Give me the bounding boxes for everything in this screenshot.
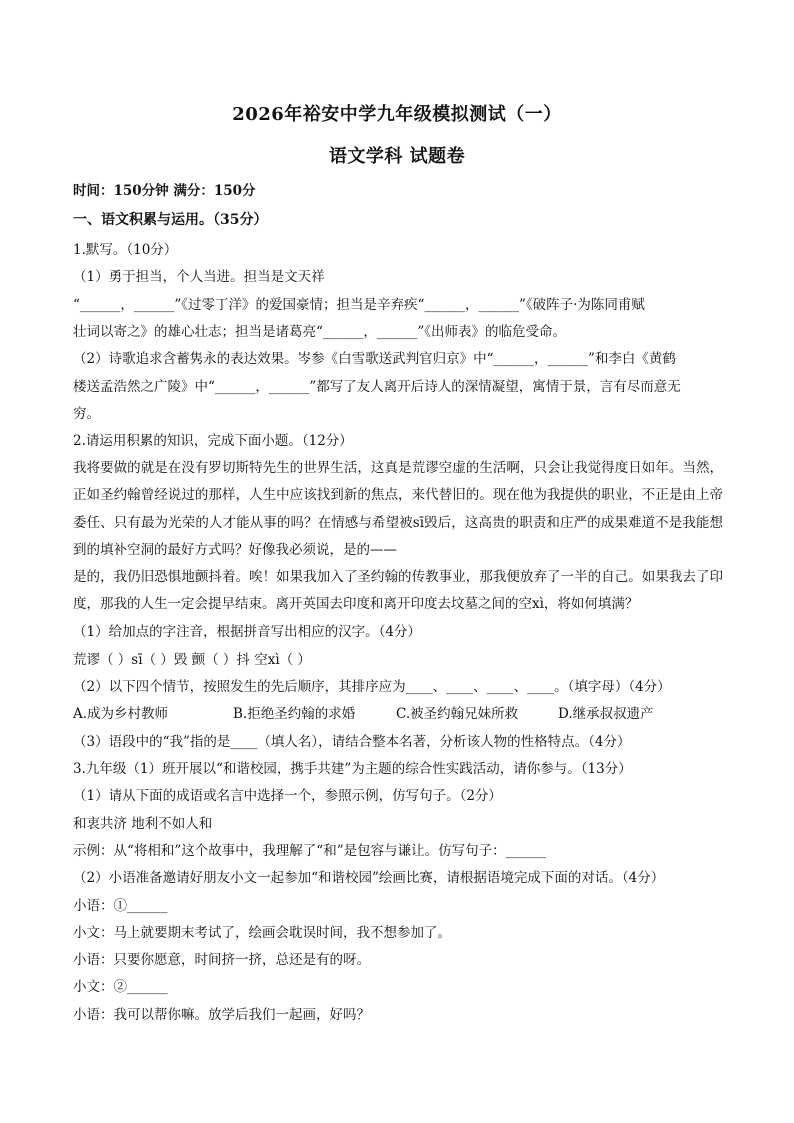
dialog-line: 小语：①______ bbox=[73, 898, 168, 914]
q1-part2-line1: （2）诗歌追求含蓄隽永的表达效果。岑参《白雪歌送武判官归京》中“______，______”和李白《黄鹤 bbox=[73, 351, 676, 367]
q1-part1-line3: 壮词以寄之》的雄心壮志；担当是诸葛亮“______，______”《出师表》的临危受命。 bbox=[73, 324, 567, 340]
q3-example: 示例：从“将相和”这个故事中，我理解了“和”是包容与谦让。仿写句子：______ bbox=[73, 843, 547, 859]
q2-sub3: （3）语段中的“我”指的是____（填人名），请结合整本名著，分析该人物的性格特点。（4分） bbox=[73, 734, 631, 750]
exam-subtitle: 语文学科 试题卷 bbox=[328, 146, 466, 167]
reading-passage-2: 是的，我仍旧恐惧地颤抖着。唉！如果我加入了圣约翰的传教事业，那我便放弃了一半的自己。如果我去了印度，那我的人生一定会提早结束。离开英国去印度和离开印度去坟墓之间的空xì，将如何填满？ bbox=[73, 569, 723, 613]
option-d: D.继承叔叔遗产 bbox=[558, 706, 654, 722]
q1-part2-line2: 楼送孟浩然之广陵》中“______，______”都写了友人离开后诗人的深情凝望，寓情于景，言有尽而意无 bbox=[73, 379, 681, 395]
q3-choices: 和衷共济 地利不如人和 bbox=[73, 816, 213, 832]
option-b: B.拒绝圣约翰的求婚 bbox=[233, 706, 356, 722]
q1-part1-line1: （1）勇于担当，个人当进。担当是文天祥 bbox=[73, 269, 325, 285]
q3-sub2: （2）小语准备邀请好朋友小文一起参加“和谐校园”绘画比赛，请根据语境完成下面的对话。（4分） bbox=[73, 870, 665, 886]
q2-sub1: （1）给加点的字注音，根据拼音写出相应的汉字。（4分） bbox=[73, 624, 421, 640]
q3-sub1: （1）请从下面的成语或名言中选择一个，参照示例，仿写句子。（2分） bbox=[73, 788, 502, 804]
q1-part1-line2: “______，______”《过零丁洋》的爱国豪情；担当是辛弃疾“______，______”《破阵子·为陈同甫赋 bbox=[73, 297, 645, 313]
question-1-heading: 1.默写。（10分） bbox=[73, 242, 178, 258]
dialog-line: 小文：②______ bbox=[73, 979, 168, 995]
q1-part2-line3: 穷。 bbox=[73, 406, 100, 422]
option-c: C.被圣约翰兄妹所救 bbox=[396, 706, 519, 722]
reading-passage-1: 我将要做的就是在没有罗切斯特先生的世界生活，这真是荒谬空虚的生活啊，只会让我觉得度日如年。当然，正如圣约翰曾经说过的那样，人生中应该找到新的焦点，来代替旧的。现在他为我提供的职业，不正是由上帝委任、只有最为光荣的人才能从事的吗？在情感与希望被sī毁后，这高贵的职责和庄严的成果难道不是我能想到的填补空洞的最好方式吗？好像我必须说，是的—— bbox=[73, 460, 723, 559]
q2-sub1-items: 荒谬（ ）sī（ ）毁 颤（ ）抖 空xì（ ） bbox=[73, 652, 311, 668]
dialog-line: 小语：只要你愿意，时间挤一挤，总还是有的呀。 bbox=[73, 952, 370, 968]
dialog-line: 小文：马上就要期末考试了，绘画会耽误时间，我不想参加了。 bbox=[73, 925, 451, 941]
exam-title: 2026年裕安中学九年级模拟测试（一） bbox=[232, 104, 562, 125]
dialog-line: 小语：我可以帮你嘛。放学后我们一起画，好吗？ bbox=[73, 1007, 370, 1023]
question-3-heading: 3.九年级（1）班开展以“和谐校园，携手共建”为主题的综合性实践活动，请你参与。（13分） bbox=[73, 761, 632, 777]
section-heading: 一、语文积累与运用。（35分） bbox=[73, 212, 268, 228]
question-2-heading: 2.请运用积累的知识，完成下面小题。（12分） bbox=[73, 433, 353, 449]
option-a: A.成为乡村教师 bbox=[73, 706, 169, 722]
exam-info: 时间：150分钟 满分：150分 bbox=[73, 183, 256, 199]
q2-sub2: （2）以下四个情节，按照发生的先后顺序，其排序应为____、____、____、____。（填字母）（4分） bbox=[73, 679, 671, 695]
